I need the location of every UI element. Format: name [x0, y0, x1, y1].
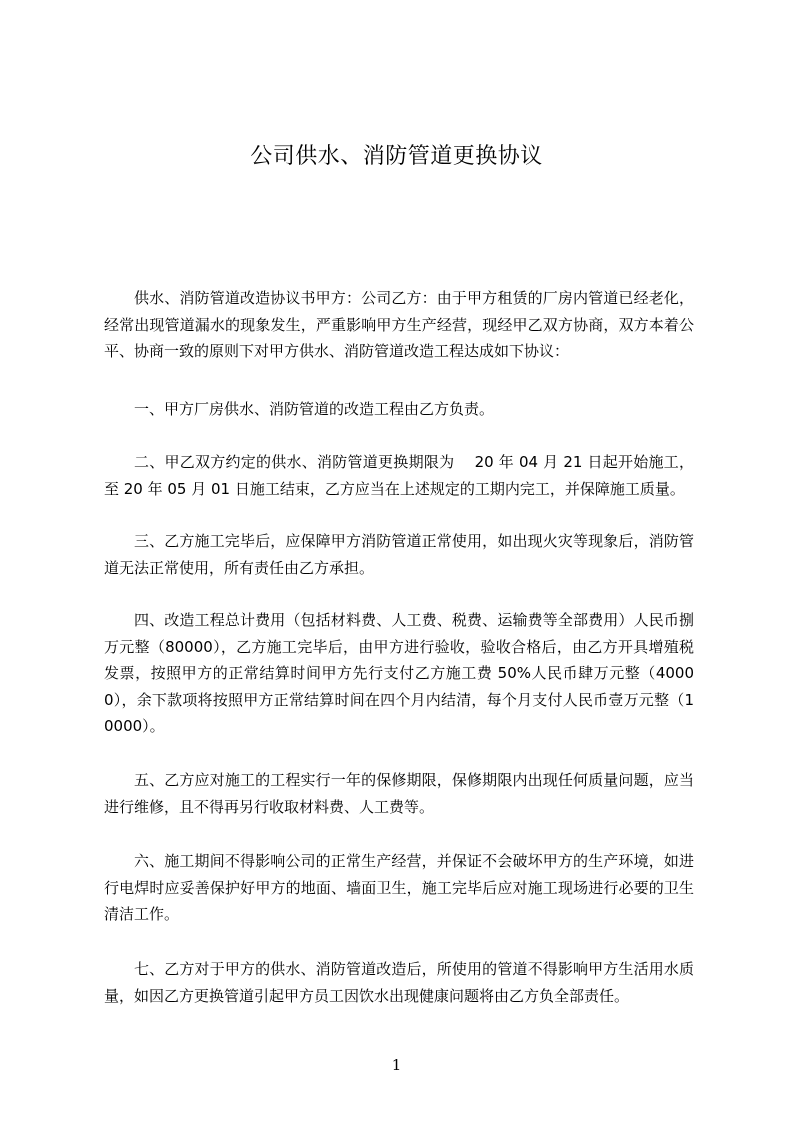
paragraph-intro: 供水、消防管道改造协议书甲方：公司乙方：由于甲方租赁的厂房内管道已经老化，经常出现管道漏水的现象发生，严重影响甲方生产经营，现经甲乙双方协商，双方本着公平、协商一致的原则下对甲方供水、消防管道改造工程达成如下协议：	[104, 289, 694, 360]
paragraph-clause-2: 二、甲乙双方约定的供水、消防管道更换期限为 20 年 04 月 21 日起开始施工，至 20 年 05 月 01 日施工结束，乙方应当在上述规定的工期内完工，并保障施工质量。	[104, 453, 694, 498]
paragraph-clause-6: 六、施工期间不得影响公司的正常生产经营，并保证不会破坏甲方的生产环境，如进行电焊时应妥善保护好甲方的地面、墙面卫生，施工完毕后应对施工现场进行必要的卫生清洁工作。	[104, 852, 694, 923]
document-title: 公司供水、消防管道更换协议	[250, 144, 543, 169]
paragraph-clause-7: 七、乙方对于甲方的供水、消防管道改造后，所使用的管道不得影响甲方生活用水质量，如因乙方更换管道引起甲方员工因饮水出现健康问题将由乙方负全部责任。	[104, 960, 694, 1005]
paragraph-clause-1: 一、甲方厂房供水、消防管道的改造工程由乙方负责。	[134, 400, 495, 418]
page-number: 1	[391, 1056, 402, 1074]
paragraph-clause-5: 五、乙方应对施工的工程实行一年的保修期限，保修期限内出现任何质量问题，应当进行维修，且不得再另行收取材料费、人工费等。	[104, 771, 694, 816]
paragraph-clause-4: 四、改造工程总计费用（包括材料费、人工费、税费、运输费等全部费用）人民币捌万元整（80000），乙方施工完毕后，由甲方进行验收，验收合格后，由乙方开具增殖税发票，按照甲方的正常结算时间甲方先行支付乙方施工费 50%人民币肆万元整（40000），余下款项将按照甲方正常结算时间在四个月内结清，每个月支付人民币壹万元整（10000）。	[104, 611, 694, 735]
paragraph-clause-3: 三、乙方施工完毕后，应保障甲方消防管道正常使用，如出现火灾等现象后，消防管道无法正常使用，所有责任由乙方承担。	[104, 532, 694, 577]
